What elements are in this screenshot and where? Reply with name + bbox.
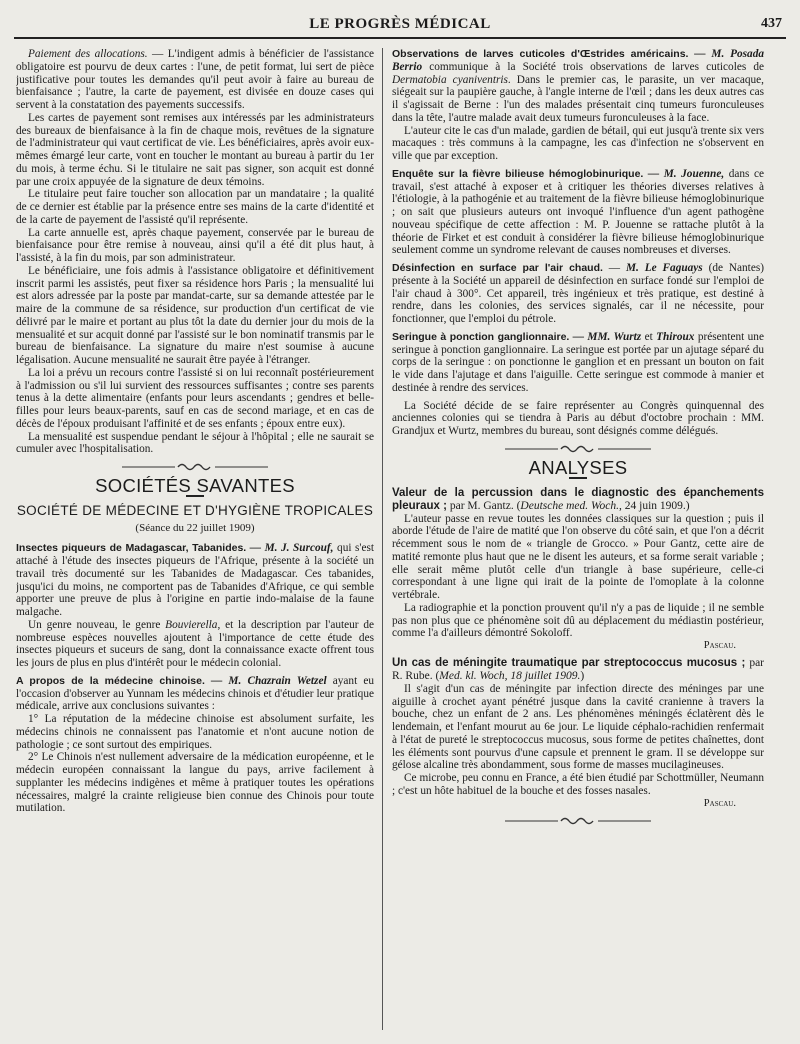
paragraph <box>16 48 374 112</box>
article-text: présentent une seringue à ponction ganglionnaire. La seringue est portée par un ajutage séparé du corps de la seringue : on ponctionne le ganglion et en pressant un bouton on fait le vide dans l'ajutage et dans l'aiguille. Cette seringue est commode à manier et destinée à rendre des services. <box>392 330 764 394</box>
article-text: . Dans le premier cas, le parasite, un ver macaque, siégeait sur la paupière gauche, à l'angle interne de l'œil ; dans les deux autres cas il s'agissait de Berne : l'un des malades présentait cinq tumeurs furonculeuses dans la tête, l'autre malade avait deux tumeurs furonculeuses à la face. <box>392 73 764 124</box>
column-divider <box>382 48 383 1030</box>
article-author: Thiroux <box>656 330 695 343</box>
analysis-title <box>392 657 764 683</box>
analysis-title-text: Valeur de la percussion dans le diagnostic des épanchements pleuraux ; <box>392 486 764 512</box>
article-text: communique à la Société trois observations de larves cuticoles de <box>422 60 764 73</box>
article <box>16 675 374 713</box>
paragraph-text: — L'indigent admis à bénéficier de l'assistance obligatoire est pourvu de deux cartes : l'une, de petit format, lui sert de pièce justificative pour toutes les demandes qu'il peut avoir à faire au bureau de bienfaisance ; l'autre, la carte de payement, est divisée en douze cases qui servent à la constatation des payements successifs. <box>16 48 374 111</box>
article <box>16 542 374 619</box>
paragraph: La carte annuelle est, après chaque payement, conservée par le bureau de bienfaisance pour être remise à nouveau, ainsi qu'il a été dit plus haut, à l'assisté, à la fin du mois, par son administrateur. <box>16 226 374 264</box>
section-title: ANALYSES <box>528 456 628 478</box>
analysis-title <box>392 487 764 513</box>
species-name: Dermatobia cyaniventris <box>392 73 508 86</box>
paragraph: Les cartes de payement sont remises aux intéressés par les administrateurs des bureaux de bienfaisance à la fin de chaque mois, revêtues de la signature de l'administrateur qui vaut certificat de vie. Les bénéficiaires, après avoir eux-mêmes émargé leur carte, vont en toucher le montant au bureau à partir du 1er du mois, à terme échu. Si le titulaire ne sait pas signer, son acquit est donné par une croix appuyée de la signature de deux témoins. <box>16 111 374 188</box>
article-author: — MM. Wurtz <box>569 330 642 343</box>
paragraph-text: Un genre nouveau, le genre <box>28 618 166 631</box>
paragraph: Le titulaire peut faire toucher son allocation par un mandataire ; la qualité de ce dernier est établie par la présence entre ses mains de la carte d'identité et de la carte de payement de l'assisté qu'il représente. <box>16 188 374 226</box>
paragraph: La radiographie et la ponction prouvent qu'il n'y a pas de liquide ; il ne semble pas non plus que ce phénomène soit dû au déplacement du médiastin postérieur, comme l'a d'ailleurs démontré Sokoloff. <box>392 601 764 640</box>
article-author: — M. Chazrain Wetzel <box>204 674 327 687</box>
article-author: — M. Posada Berrio <box>392 48 764 73</box>
page-number: 437 <box>761 16 782 31</box>
journal-reference: Med. kl. Woch, 18 juillet 1909. <box>439 669 581 682</box>
article <box>392 168 764 257</box>
page-header <box>14 12 786 36</box>
article-text: ayant eu l'occasion d'observer au Yunnam les médecins chinois et d'étudier leur pratique médicale, arrive aux conclusions suivantes : <box>16 674 374 713</box>
article-title: Désinfection en surface par l'air chaud. <box>392 262 603 274</box>
paragraph: Ce microbe, peu connu en France, a été bien étudié par Schottmüller, Neumann ; c'est un hôte habituel de la bouche et des fosses nasales. <box>392 772 764 797</box>
article-title: A propos de la médecine chinoise. <box>16 674 205 687</box>
paragraph: 2° Le Chinois n'est nullement adversaire de la médication européenne, et le médecin européen connaissant la langue du pays, arrive facilement à supplanter les médecins indigènes et même à pratiquer toutes les opérations nécessaires, malgré la crainte religieuse bien connue des Chinois pour toute mutilation. <box>16 751 374 815</box>
author-signature: Pascau. <box>703 797 736 809</box>
analysis-reference: par M. Gantz. ( <box>446 499 521 512</box>
analysis-reference: ) <box>580 669 585 682</box>
paragraph: La loi a prévu un recours contre l'assisté si on lui reconnaît postérieurement à l'admission ou s'il lui survient des ressources suffisantes ; contre ses parents tenus à la dette alimentaire (enfants pour leurs ascendants ; gendres et belle-filles pour leurs beaux-parents, sauf en cas de second mariage, et en cas de décès de l'époux produisant l'affinité et de ses enfants ; époux entre eux). <box>16 366 374 430</box>
journal-reference: Deutsche med. Woch. <box>520 499 619 512</box>
article <box>392 331 764 395</box>
left-column <box>16 48 374 1030</box>
article-title: Observations de larves cuticoles d'Œstrides américains. <box>392 48 689 60</box>
article-author: — M. J. Surcouf, <box>246 542 334 555</box>
paragraph: Le bénéficiaire, une fois admis à l'assistance obligatoire et définitivement inscrit parmi les assistés, peut fixer sa résidence hors Paris ; la mensualité lui est alors adressée par la poste par mandat-carte, sur sa demande attestée par le maire de la commune de sa résidence, sur production d'un certificat de vie délivré par le maire et portant au plus tôt la date du dernier jour du mois de la mensualité et sur acquit donné par l'assisté sur le bon nominatif transmis par le bureau de bienfaisance. La signature du maire n'est soumise à aucune légalisation. Aucune mensualité ne saurait être payée à l'étranger. <box>16 264 374 366</box>
ornament-separator <box>392 444 764 456</box>
paragraph-text: , et la description par l'auteur de nombreuse espèces nouvelles ajoutent à l'importance de cette étude des insectes piqueurs et suceurs de sang, dont la connaissance exacte offrent tous les jours de plus en plus d'intérêt pour le médecin colonial. <box>16 618 374 669</box>
ornament-separator <box>16 462 374 474</box>
analysis-title-text: Un cas de méningite traumatique par streptococcus mucosus ; <box>392 656 746 669</box>
author-signature: Pascau. <box>703 640 736 651</box>
session-date: (Séance du 22 juillet 1909) <box>135 521 255 534</box>
article-text: dans ce travail, s'est attaché à exposer et à critiquer les théories diverses relatives à l'étiologie, à la pathogénie et au traitement de la fièvre bilieuse hémoglobinurique ; on sait que plusieurs auteurs ont invoqué l'influence d'un agent pathogène nouveau spécifique de cette affection : M. P. Jouenne se rattache plutôt à la théorie de Firket et est conduit à considérer la fièvre bilieuse hémoglobinurique seulement comme un syndrome relevant de causes nombreuses et diverses. <box>392 167 764 257</box>
right-column <box>392 48 764 1030</box>
header-rule <box>14 37 786 39</box>
article-title: Seringue à ponction ganglionnaire. <box>392 330 570 343</box>
article-text: (de Nantes) présente à la Société un appareil de désinfection en surface fondé sur l'emploi de l'air chaud à 300°. Cet appareil, très ingénieux et très pratique, est destiné à rendre, dans les colonies, des services signalés, car il ne nécessite, pour fonctionner, que l'emploi du pétrole. <box>392 262 764 325</box>
paragraph: L'auteur passe en revue toutes les données classiques sur la question ; puis il aborde l'étude de l'aire de matité que l'on observe du côté sain, et que l'on a décrit récemment sous le nom de « triangle de Grocco. » Pour Gantz, cette aire de matité remonte plus haut que ne le disent les auteurs, et sa forme serait variable ; elle serait même plutôt celle d'un triangle à base supérieure, celle-ci correspondant à une ligne qui irait de la pointe de l'omoplate à la colonne vertébrale. <box>392 512 764 601</box>
paragraph: La Société décide de se faire représenter au Congrès quinquennal des anciennes colonies qui se tiendra à Paris au début d'octobre prochain : MM. Grandjux et Wurtz, membres du bureau, sont désignés comme délégués. <box>392 399 764 437</box>
paragraph: Il s'agit d'un cas de méningite par infection directe des méninges par une aiguille à crochet ayant pénétré jusque dans la cavité cranienne à travers la bouche, chez un enfant de 2 ans. Les phénomènes méningés éclatèrent dès le lendemain, et l'enfant mourut au 6e jour. Le liquide céphalo-rachidien renfermait à l'état de pureté le streptococcus mucosus, sous forme de petites chaînettes, dont les éléments sont pourvus d'une capsule et prennent le gram. Il se développe sur gélose alcaline très abondamment, sous forme de masses mucilagineuses. <box>392 682 764 772</box>
paragraph: La mensualité est suspendue pendant le séjour à l'hôpital ; elle ne saurait se cumuler avec l'hospitalisation. <box>16 430 374 456</box>
analysis-reference: par R. Rube. ( <box>392 656 764 682</box>
article-title: Enquête sur la fièvre bilieuse hémoglobinurique. <box>392 167 644 180</box>
article-title: Insectes piqueurs de Madagascar, Tabanides. <box>16 542 247 555</box>
society-title: SOCIÉTÉ DE MÉDECINE ET D'HYGIÈNE TROPICALES <box>16 502 374 518</box>
article-author: M. Le Faguays <box>625 262 703 274</box>
section-title: SOCIÉTÉS SAVANTES <box>95 475 295 496</box>
paragraph <box>16 619 374 670</box>
article-text: — <box>602 262 626 274</box>
analysis-reference: , 24 juin 1909.) <box>619 499 690 512</box>
genus-name: Bouvierella <box>165 618 218 631</box>
paragraph: 1° La réputation de la médecine chinoise est absolument surfaite, les médecins chinois ne connaissent pas l'anatomie et n'ont aucune notion de pathologie ; ce sont surtout des empiriques. <box>16 713 374 751</box>
paragraph: L'auteur cite le cas d'un malade, gardien de bétail, qui eut jusqu'à trente six vers macaques : très communs à la campagne, les cas d'infection ne s'observent en ville que par exception. <box>392 124 764 162</box>
article-text: qui s'est attaché à l'étude des insectes piqueurs de l'Afrique, présente à la société un travail très documenté sur les Tabanides de Madagascar. Ces tabanides, jusqu'ici du moins, ne comportent pas de Tabanides d'Afrique, ce qui semble apporter une preuve de plus à l'origine en partie indo-malaise de la faune malgache. <box>16 542 374 618</box>
article-author: — M. Jouenne, <box>643 167 725 180</box>
journal-title: LE PROGRÈS MÉDICAL <box>309 16 491 32</box>
article-text: et <box>641 330 657 343</box>
ornament-separator <box>392 816 764 828</box>
article <box>392 262 764 326</box>
article <box>392 48 764 125</box>
paragraph-lead: Paiement des allocations. <box>28 48 148 60</box>
